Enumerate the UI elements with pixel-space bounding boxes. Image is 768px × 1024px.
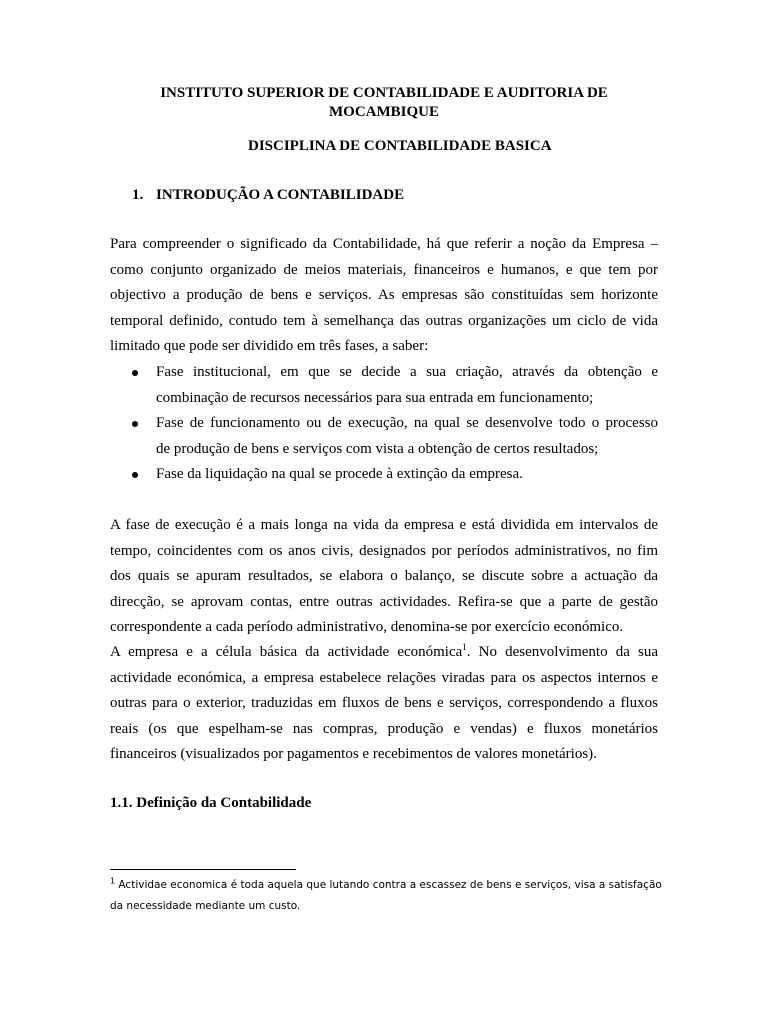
paragraph-text: A empresa e a célula básica da actividade económica <box>110 644 463 660</box>
paragraph-line: financeiros (visualizados por pagamentos e recebimentos de valores monetários). <box>110 746 597 762</box>
section-1-number: 1. <box>132 187 144 203</box>
list-item-line: Fase da liquidação na qual se procede à extinção da empresa. <box>156 466 523 482</box>
footnote-line <box>110 875 670 896</box>
paragraph-line: A fase de execução é a mais longa na vida da empresa e está dividida em intervalos de <box>110 517 658 533</box>
phase-list <box>110 360 658 488</box>
footnote <box>110 875 670 917</box>
list-item <box>110 360 658 411</box>
footnote-text: Actividae economica é toda aquela que lutando contra a escassez de bens e serviços, visa a satisfação <box>115 879 662 891</box>
paragraph-line: objectivo a produção de bens e serviços. As empresas são constituídas sem horizonte <box>110 287 658 303</box>
paragraph-line: temporal definido, contudo tem à semelhança das outras organizações um ciclo de vida <box>110 312 658 329</box>
list-item-line: combinação de recursos necessários para sua entrada em funcionamento; <box>156 389 594 406</box>
institute-title-line2: MOCAMBIQUE <box>329 104 439 120</box>
paragraph-line: tempo, coincidentes com os anos civis, designados por períodos administrativos, no fim <box>110 542 658 559</box>
footnote-mark: 1 <box>110 876 116 886</box>
paragraph-line: reais (os que espelham-se nas compras, produção e vendas) e fluxos monetários <box>110 720 658 737</box>
paragraph-line <box>110 640 658 666</box>
bullet-icon <box>132 421 138 427</box>
footnote-line: da necessidade mediante um custo. <box>110 900 301 912</box>
list-item-line: de produção de bens e serviços com vista a obtenção de certos resultados; <box>156 440 599 457</box>
paragraph-line: actividade económica, a empresa estabelece relações viradas para os aspectos internos e <box>110 669 658 686</box>
paragraph-line: direcção, se aprovam contas, entre outras actividades. Refira-se que a parte de gestão <box>110 593 658 610</box>
paragraph-1 <box>110 232 658 360</box>
list-item <box>110 462 658 488</box>
list-item-line: Fase de funcionamento ou de execução, na qual se desenvolve todo o processo <box>156 415 658 431</box>
paragraph-line: dos quais se apuram resultados, se elabora o balanço, se discute sobre a actuação da <box>110 568 658 584</box>
bullet-icon <box>132 472 138 478</box>
institute-title-line1: INSTITUTO SUPERIOR DE CONTABILIDADE E AUDITORIA DE <box>160 85 608 101</box>
paragraph-2 <box>110 513 658 641</box>
list-item-line: Fase institucional, em que se decide a sua criação, através da obtenção e <box>156 364 658 380</box>
paragraph-text: . No desenvolvimento da sua <box>466 644 658 660</box>
section-1-title: INTRODUÇÃO A CONTABILIDADE <box>156 187 405 203</box>
paragraph-line: como conjunto organizado de meios materiais, financeiros e humanos, e que tem por <box>110 261 658 278</box>
bullet-icon <box>132 370 138 376</box>
paragraph-3 <box>110 640 658 768</box>
footnote-reference[interactable]: 1 <box>462 642 467 652</box>
footnote-separator <box>110 869 296 870</box>
discipline-title: DISCIPLINA DE CONTABILIDADE BASICA <box>248 138 552 154</box>
section-1-1-title: 1.1. Definição da Contabilidade <box>110 795 312 811</box>
paragraph-line: correspondente a cada período administrativo, denomina-se por exercício económico. <box>110 619 624 635</box>
paragraph-line: limitado que pode ser dividido em três fases, a saber: <box>110 338 429 354</box>
list-item <box>110 411 658 462</box>
paragraph-line: outras para o exterior, traduzidas em fluxos de bens e serviços, correspondendo a fluxos <box>110 695 658 711</box>
paragraph-line: Para compreender o significado da Contabilidade, há que referir a noção da Empresa – <box>110 236 658 252</box>
